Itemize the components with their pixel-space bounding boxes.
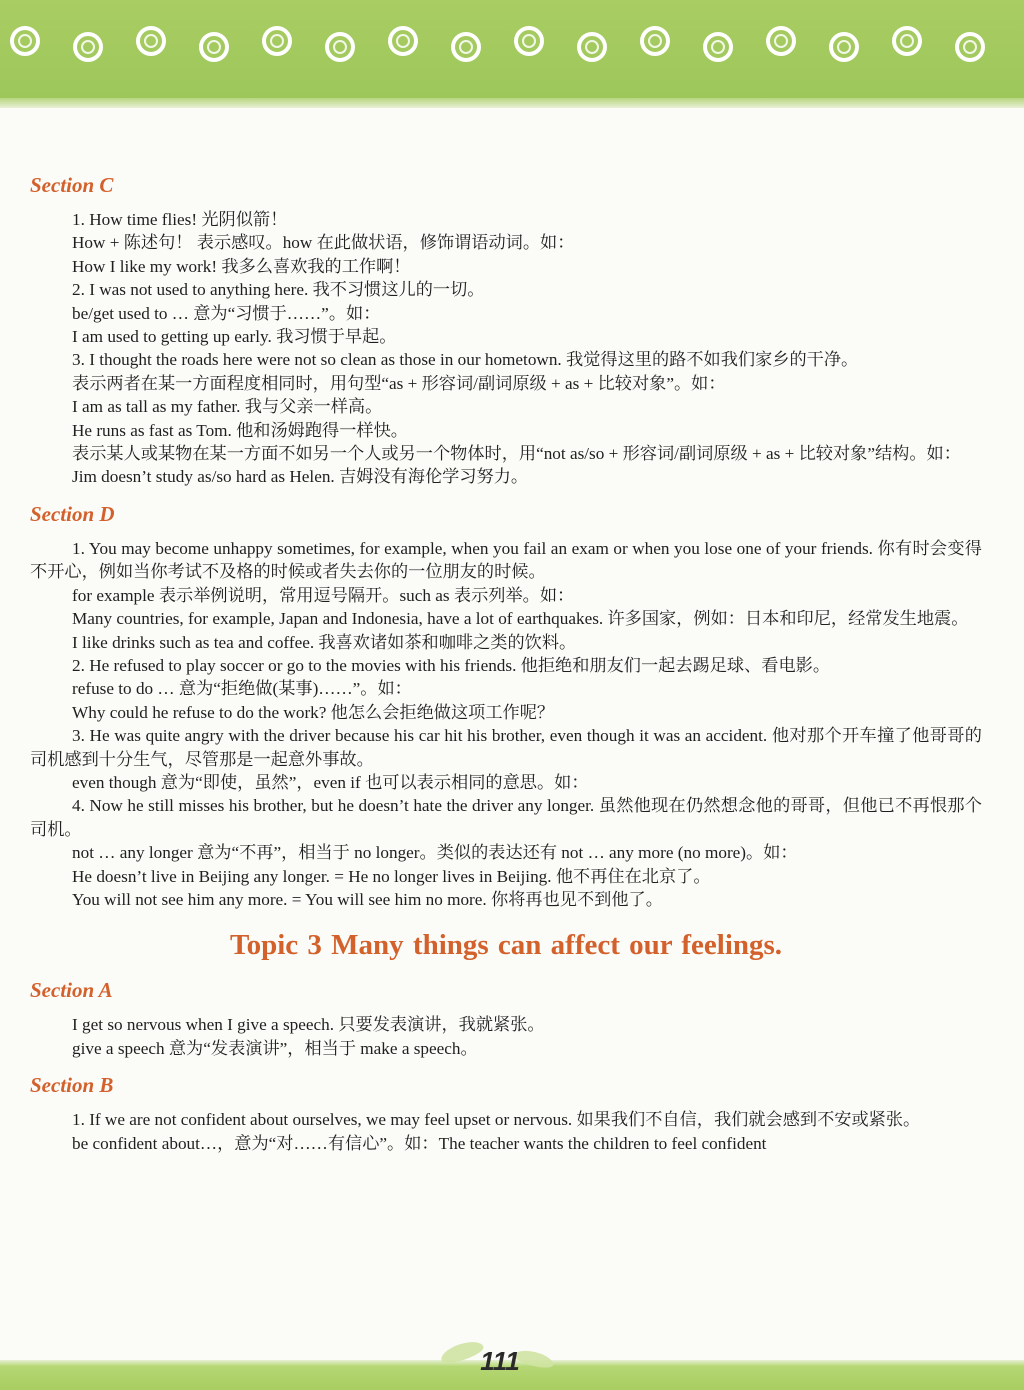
section-c-line: How + 陈述句！ 表示感叹。how 在此做状语，修饰谓语动词。如：	[72, 233, 575, 253]
section-d-line: Many countries, for example, Japan and Indonesia, have a lot of earthquakes. 许多国家，例如：日本和印尼，经常发生地震。	[72, 609, 969, 629]
section-a-line: give a speech 意为“发表演讲”，相当于 make a speech。	[72, 1038, 478, 1058]
section-c-line: 2. I was not used to anything here. 我不习惯这儿的一切。	[72, 280, 485, 300]
ring-icon	[955, 32, 985, 62]
top-decorative-band	[0, 0, 1024, 108]
topic-title: Topic 3 Many things can affect our feelings.	[229, 929, 783, 962]
section-c-line: How I like my work! 我多么喜欢我的工作啊！	[72, 256, 411, 276]
section-d-line: 3. He was quite angry with the driver because his car hit his brother, even though it was an accident. 他对那个开车撞了他哥哥的司机感到十分生气，尽管那是一起意外事故。	[30, 726, 982, 769]
section-c-line: be/get used to … 意为“习惯于……”。如：	[72, 303, 381, 323]
section-d-line: 1. You may become unhappy sometimes, for example, when you fail an exam or when you lose one of your friends. 你有时会变得不开心，例如当你考试不及格的时候或者失去你的一位朋友的时候。	[30, 538, 982, 582]
section-d-line: 4. Now he still misses his brother, but he doesn’t hate the driver any longer. 虽然他现在仍然想念他的哥哥，但他已不再恨那个司机。	[30, 796, 982, 839]
section-a-heading: Section A	[30, 978, 113, 1003]
ring-icon	[892, 26, 922, 56]
section-d-heading: Section D	[30, 501, 115, 526]
ring-icon	[199, 32, 229, 62]
ring-icon	[577, 32, 607, 62]
section-c-line: He runs as fast as Tom. 他和汤姆跑得一样快。	[72, 420, 408, 440]
ring-icon	[514, 26, 544, 56]
section-a-line: I get so nervous when I give a speech. 只要发表演讲，我就紧张。	[72, 1015, 545, 1035]
section-c-line: I am used to getting up early. 我习惯于早起。	[72, 327, 397, 347]
section-c-line: Jim doesn’t study as/so hard as Helen. 吉姆没有海伦学习努力。	[72, 467, 529, 487]
ring-icon	[703, 32, 733, 62]
ring-icon	[829, 32, 859, 62]
ring-icon	[451, 32, 481, 62]
section-d-line: I like drinks such as tea and coffee. 我喜欢诸如茶和咖啡之类的饮料。	[72, 632, 577, 652]
section-d-line: Why could he refuse to do the work? 他怎么会拒绝做这项工作呢？	[72, 702, 555, 722]
section-c-line: 3. I thought the roads here were not so clean as those in our hometown. 我觉得这里的路不如我们家乡的干净。	[72, 350, 859, 370]
ring-icon	[262, 26, 292, 56]
section-b-heading: Section B	[30, 1073, 114, 1098]
section-d-line: not … any longer 意为“不再”，相当于 no longer。类似的表达还有 not … any more (no more)。如：	[72, 843, 798, 863]
ring-icon	[640, 26, 670, 56]
ring-icon	[10, 26, 40, 56]
section-d-line: You will not see him any more. = You will see him no more. 你将再也见不到他了。	[72, 889, 663, 909]
section-b-line: 1. If we are not confident about ourselves, we may feel upset or nervous. 如果我们不自信，我们就会感到不安或紧张。	[72, 1110, 921, 1130]
section-c-heading: Section C	[30, 173, 114, 197]
page-number: 111	[480, 1346, 520, 1376]
ring-icon	[136, 26, 166, 56]
ring-icon	[766, 26, 796, 56]
section-c-line: 1. How time flies! 光阴似箭！	[72, 210, 288, 229]
page-content	[30, 166, 982, 1155]
section-c-line: 表示两者在某一方面程度相同时，用句型“as + 形容词/副词原级 + as + 比较对象”。如：	[72, 373, 726, 393]
section-b-line: be confident about…，意为“对……有信心”。如：The teacher wants the children to feel confident	[72, 1133, 767, 1153]
page-number-badge	[440, 1338, 560, 1386]
section-c-line: 表示某人或某物在某一方面不如另一个人或另一个物体时，用“not as/so + 形容词/副词原级 + as + 比较对象”结构。如：	[72, 444, 961, 464]
band-edge	[0, 98, 1024, 108]
section-d-line: He doesn’t live in Beijing any longer. = He no longer lives in Beijing. 他不再住在北京了。	[72, 866, 711, 886]
ring-icon	[73, 32, 103, 62]
section-d-line: for example 表示举例说明，常用逗号隔开。such as 表示列举。如：	[72, 585, 575, 605]
section-d-line: 2. He refused to play soccer or go to the movies with his friends. 他拒绝和朋友们一起去踢足球、看电影。	[72, 655, 831, 675]
section-d-line: refuse to do … 意为“拒绝做(某事)……”。如：	[72, 679, 412, 699]
ring-icon	[388, 26, 418, 56]
ring-icon	[325, 32, 355, 62]
page-body	[0, 108, 1024, 1360]
section-c-line: I am as tall as my father. 我与父亲一样高。	[72, 397, 383, 417]
section-d-line: even though 意为“即使，虽然”，even if 也可以表示相同的意思。如：	[72, 772, 589, 792]
